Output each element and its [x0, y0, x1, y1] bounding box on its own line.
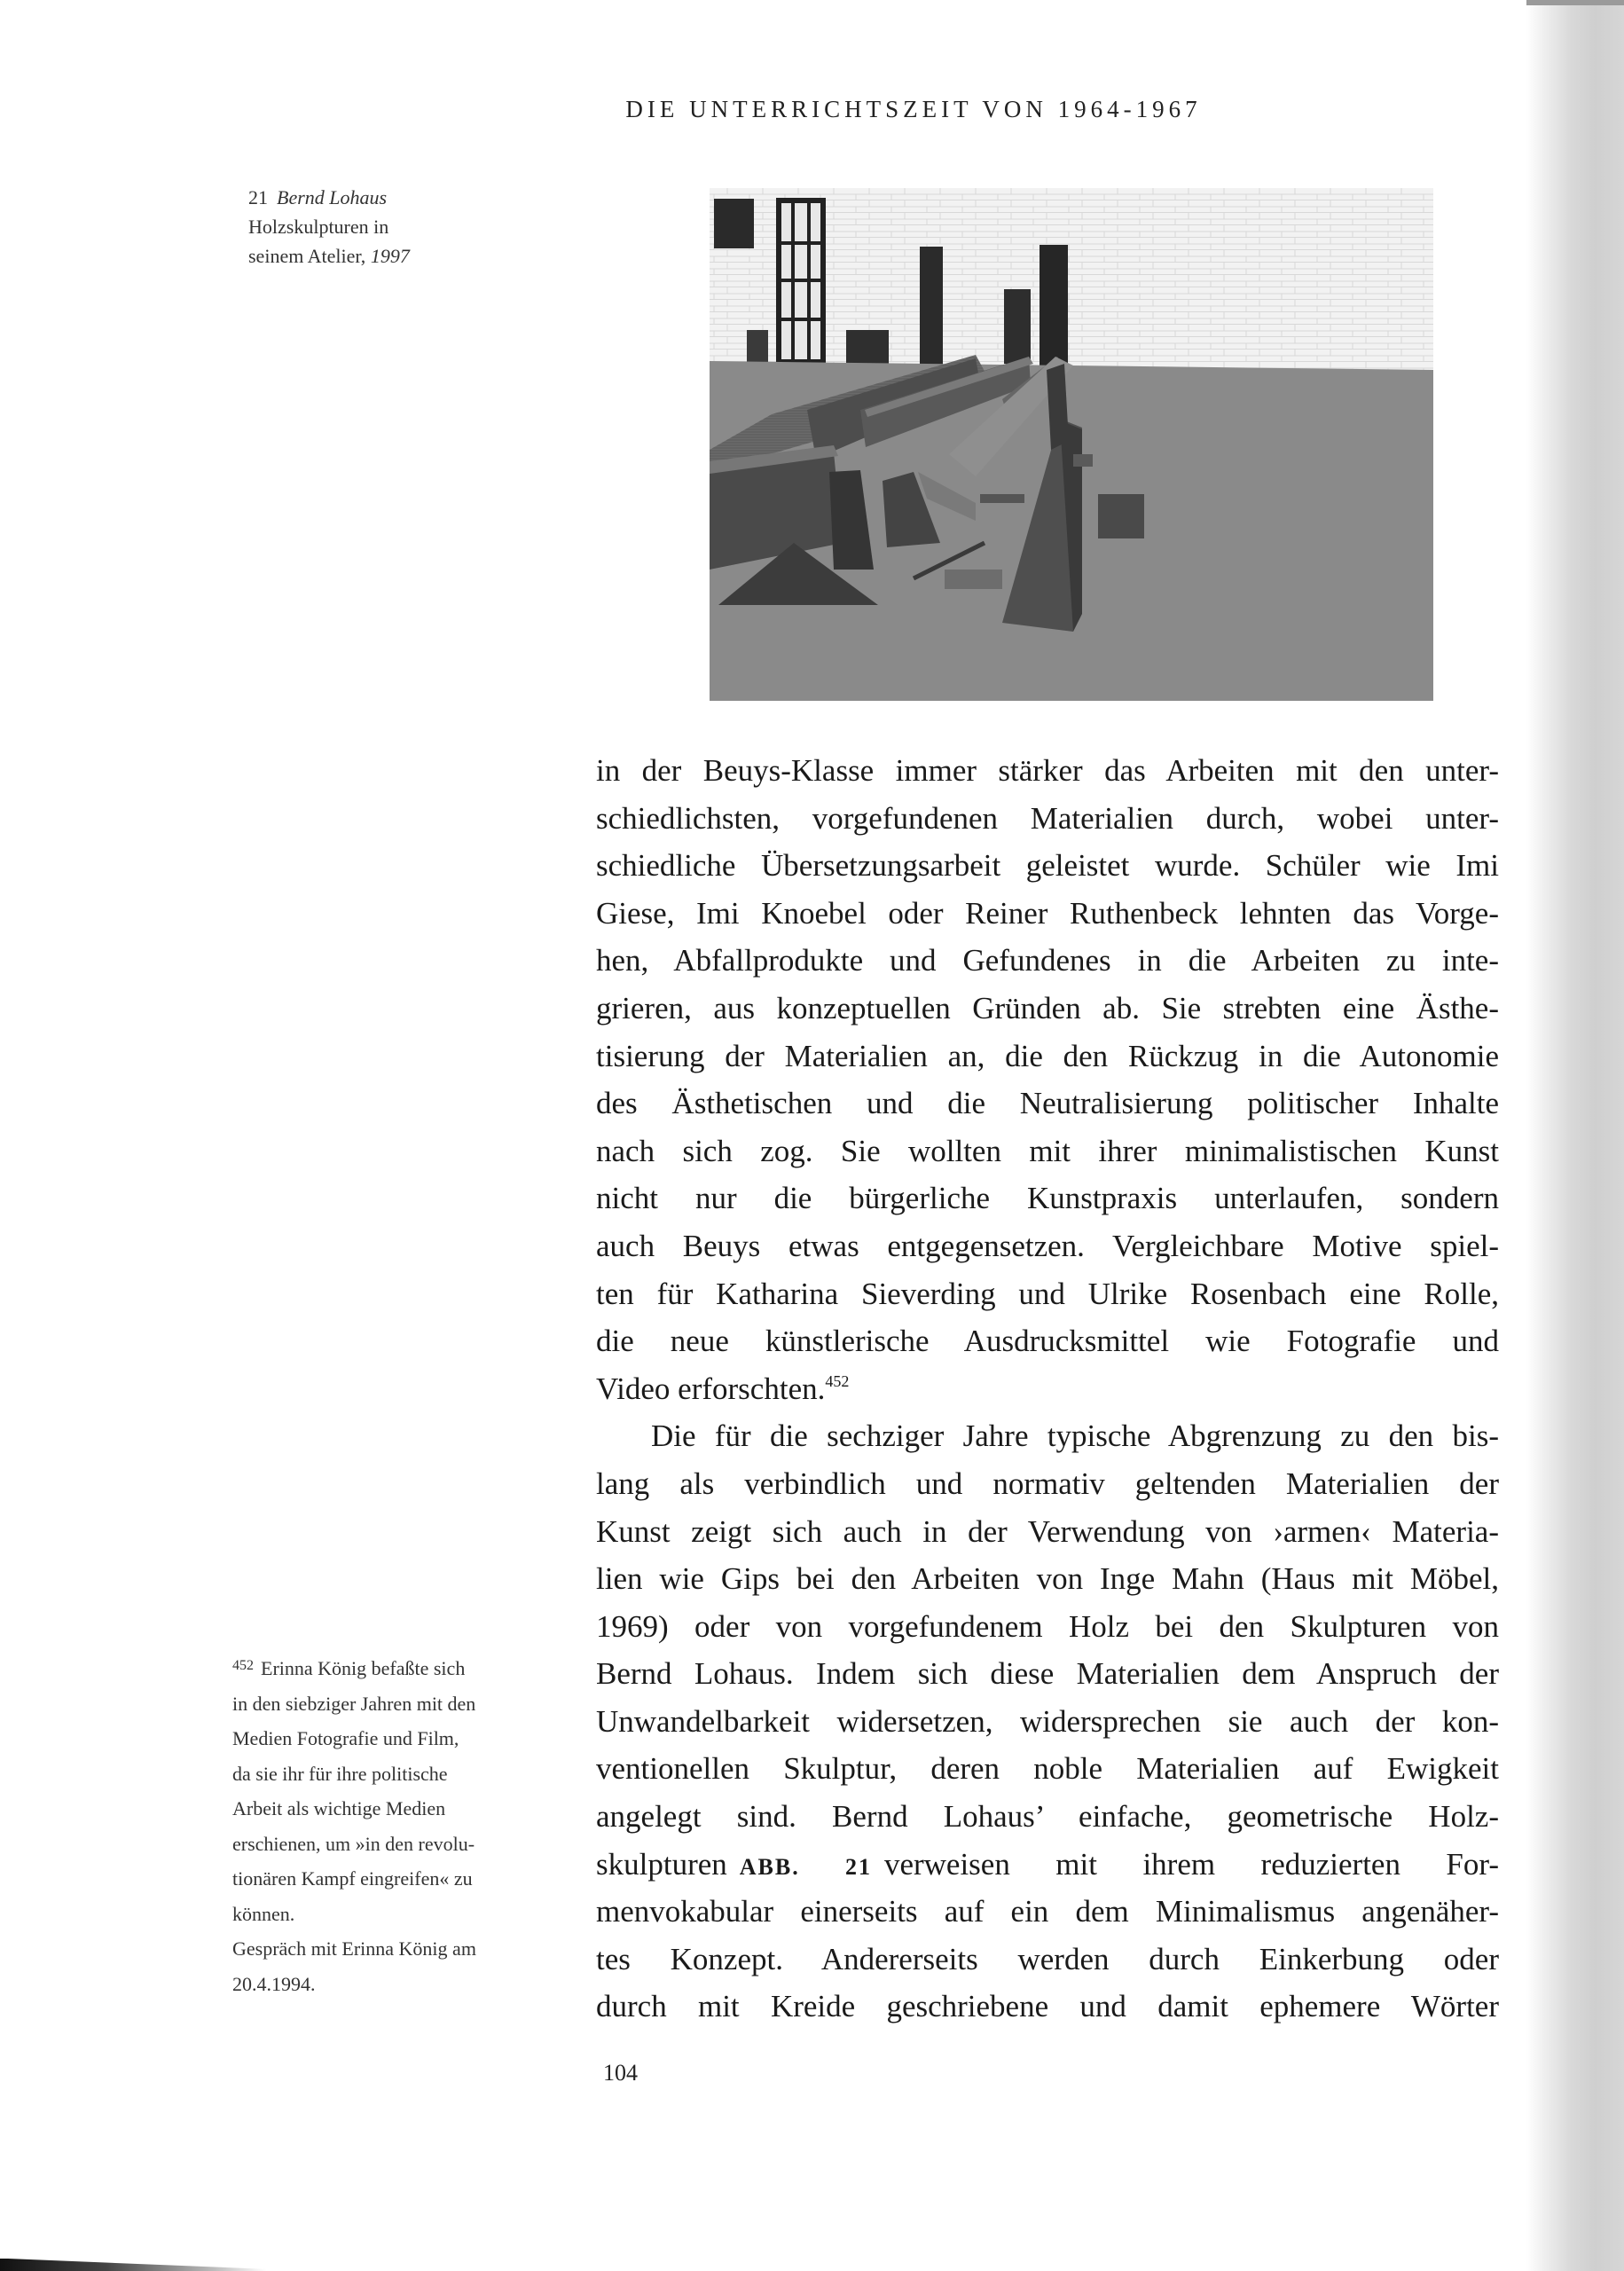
footnote-line: in den siebziger Jahren mit den	[232, 1692, 476, 1715]
figure-photo	[710, 188, 1433, 701]
footnote-line: tionären Kampf eingreifen« zu	[232, 1867, 473, 1890]
body-line: Kunst zeigt sich auch in der Verwendung von ›armen‹ Materia-	[596, 1513, 1499, 1549]
body-line: lien wie Gips bei den Arbeiten von Inge Mahn (Haus mit Möbel,	[596, 1561, 1499, 1597]
page-gutter-shadow	[1526, 0, 1624, 2271]
footnote-452	[232, 1648, 569, 2001]
caption-line-1	[248, 183, 461, 212]
body-line: skulpturen ABB. 21 verweisen mit ihrem reduzierten For-	[596, 1846, 1499, 1882]
page-gutter-edge	[1526, 0, 1624, 5]
footnote-line: Medien Fotografie und Film,	[232, 1727, 459, 1749]
body-line: Giese, Imi Knoebel oder Reiner Ruthenbeck lehnten das Vorge-	[596, 895, 1499, 931]
footnote-line: Gespräch mit Erinna König am	[232, 1937, 476, 1960]
figure-caption	[248, 183, 461, 271]
body-line: die neue künstlerische Ausdrucksmittel wie Fotografie und	[596, 1324, 1499, 1359]
body-line: lang als verbindlich und normativ geltenden Materialien der	[596, 1466, 1499, 1501]
body-line: menvokabular einerseits auf ein dem Minimalismus angenäher-	[596, 1894, 1499, 1929]
body-text	[596, 747, 1499, 2031]
caption-line-2: Holzskulpturen in	[248, 216, 389, 238]
body-line: in der Beuys-Klasse immer stärker das Arbeiten mit den unter-	[596, 753, 1499, 788]
body-line: nach sich zog. Sie wollten mit ihrer minimalistischen Kunst	[596, 1133, 1499, 1168]
body-line: durch mit Kreide geschriebene und damit ephemere Wörter	[596, 1989, 1499, 2024]
body-line: Unwandelbarkeit widersetzen, widersprechen sie auch der kon-	[596, 1703, 1499, 1739]
sculpture-photo-illustration	[710, 188, 1433, 701]
body-line: 1969) oder von vorgefundenem Holz bei den Skulpturen von	[596, 1608, 1499, 1644]
body-line: Bernd Lohaus. Indem sich diese Materialien dem Anspruch der	[596, 1656, 1499, 1692]
body-line: angelegt sind. Bernd Lohaus’ einfache, geometrische Holz-	[596, 1799, 1499, 1835]
caption-line-3: seinem Atelier, 1997	[248, 245, 410, 267]
footnote-reference[interactable]: 452	[825, 1371, 850, 1390]
body-line: Video erforschten.$^{452}$	[596, 1371, 850, 1406]
figure-artist: Bernd Lohaus	[277, 186, 388, 208]
body-line: hen, Abfallprodukte und Gefundenes in die Arbeiten zu inte-	[596, 943, 1499, 978]
body-line: des Ästhetischen und die Neutralisierung politischer Inhalte	[596, 1086, 1499, 1121]
body-line: nicht nur die bürgerliche Kunstpraxis unterlaufen, sondern	[596, 1181, 1499, 1216]
figure-reference[interactable]: ABB. 21	[739, 1853, 872, 1880]
page-number: 104	[603, 2060, 638, 2086]
body-line: ventionellen Skulptur, deren noble Materialien auf Ewigkeit	[596, 1751, 1499, 1787]
body-line: ten für Katharina Sieverding und Ulrike Rosenbach eine Rolle,	[596, 1276, 1499, 1311]
running-head: DIE UNTERRICHTSZEIT VON 1964-1967	[625, 96, 1202, 122]
figure-year: 1997	[370, 245, 410, 267]
body-line: tes Konzept. Andererseits werden durch Einkerbung oder	[596, 1941, 1499, 1976]
body-line: tisierung der Materialien an, die den Rückzug in die Autonomie	[596, 1038, 1499, 1073]
scan-edge-shadow	[0, 2259, 266, 2271]
footnote-line: 20.4.1994.	[232, 1972, 316, 1995]
footnote-line: $^{452}$ Erinna König befaßte sich	[232, 1657, 466, 1679]
footnote-line: da sie ihr für ihre politische	[232, 1762, 448, 1785]
body-line: Die für die sechziger Jahre typische Abgrenzung zu den bis-	[651, 1418, 1499, 1454]
body-line: schiedlichsten, vorgefundenen Materialien durch, wobei unter-	[596, 800, 1499, 836]
body-line: schiedliche Übersetzungsarbeit geleistet wurde. Schüler wie Imi	[596, 848, 1499, 884]
footnote-number: 452	[232, 1658, 254, 1673]
body-line: auch Beuys etwas entgegensetzen. Vergleichbare Motive spiel-	[596, 1228, 1499, 1263]
footnote-line: erschienen, um »in den revolu-	[232, 1832, 475, 1855]
figure-number: 21	[248, 186, 268, 208]
body-line: grieren, aus konzeptuellen Gründen ab. Sie strebten eine Ästhe-	[596, 990, 1499, 1025]
footnote-line: Arbeit als wichtige Medien	[232, 1797, 446, 1819]
footnote-line: können.	[232, 1902, 295, 1925]
